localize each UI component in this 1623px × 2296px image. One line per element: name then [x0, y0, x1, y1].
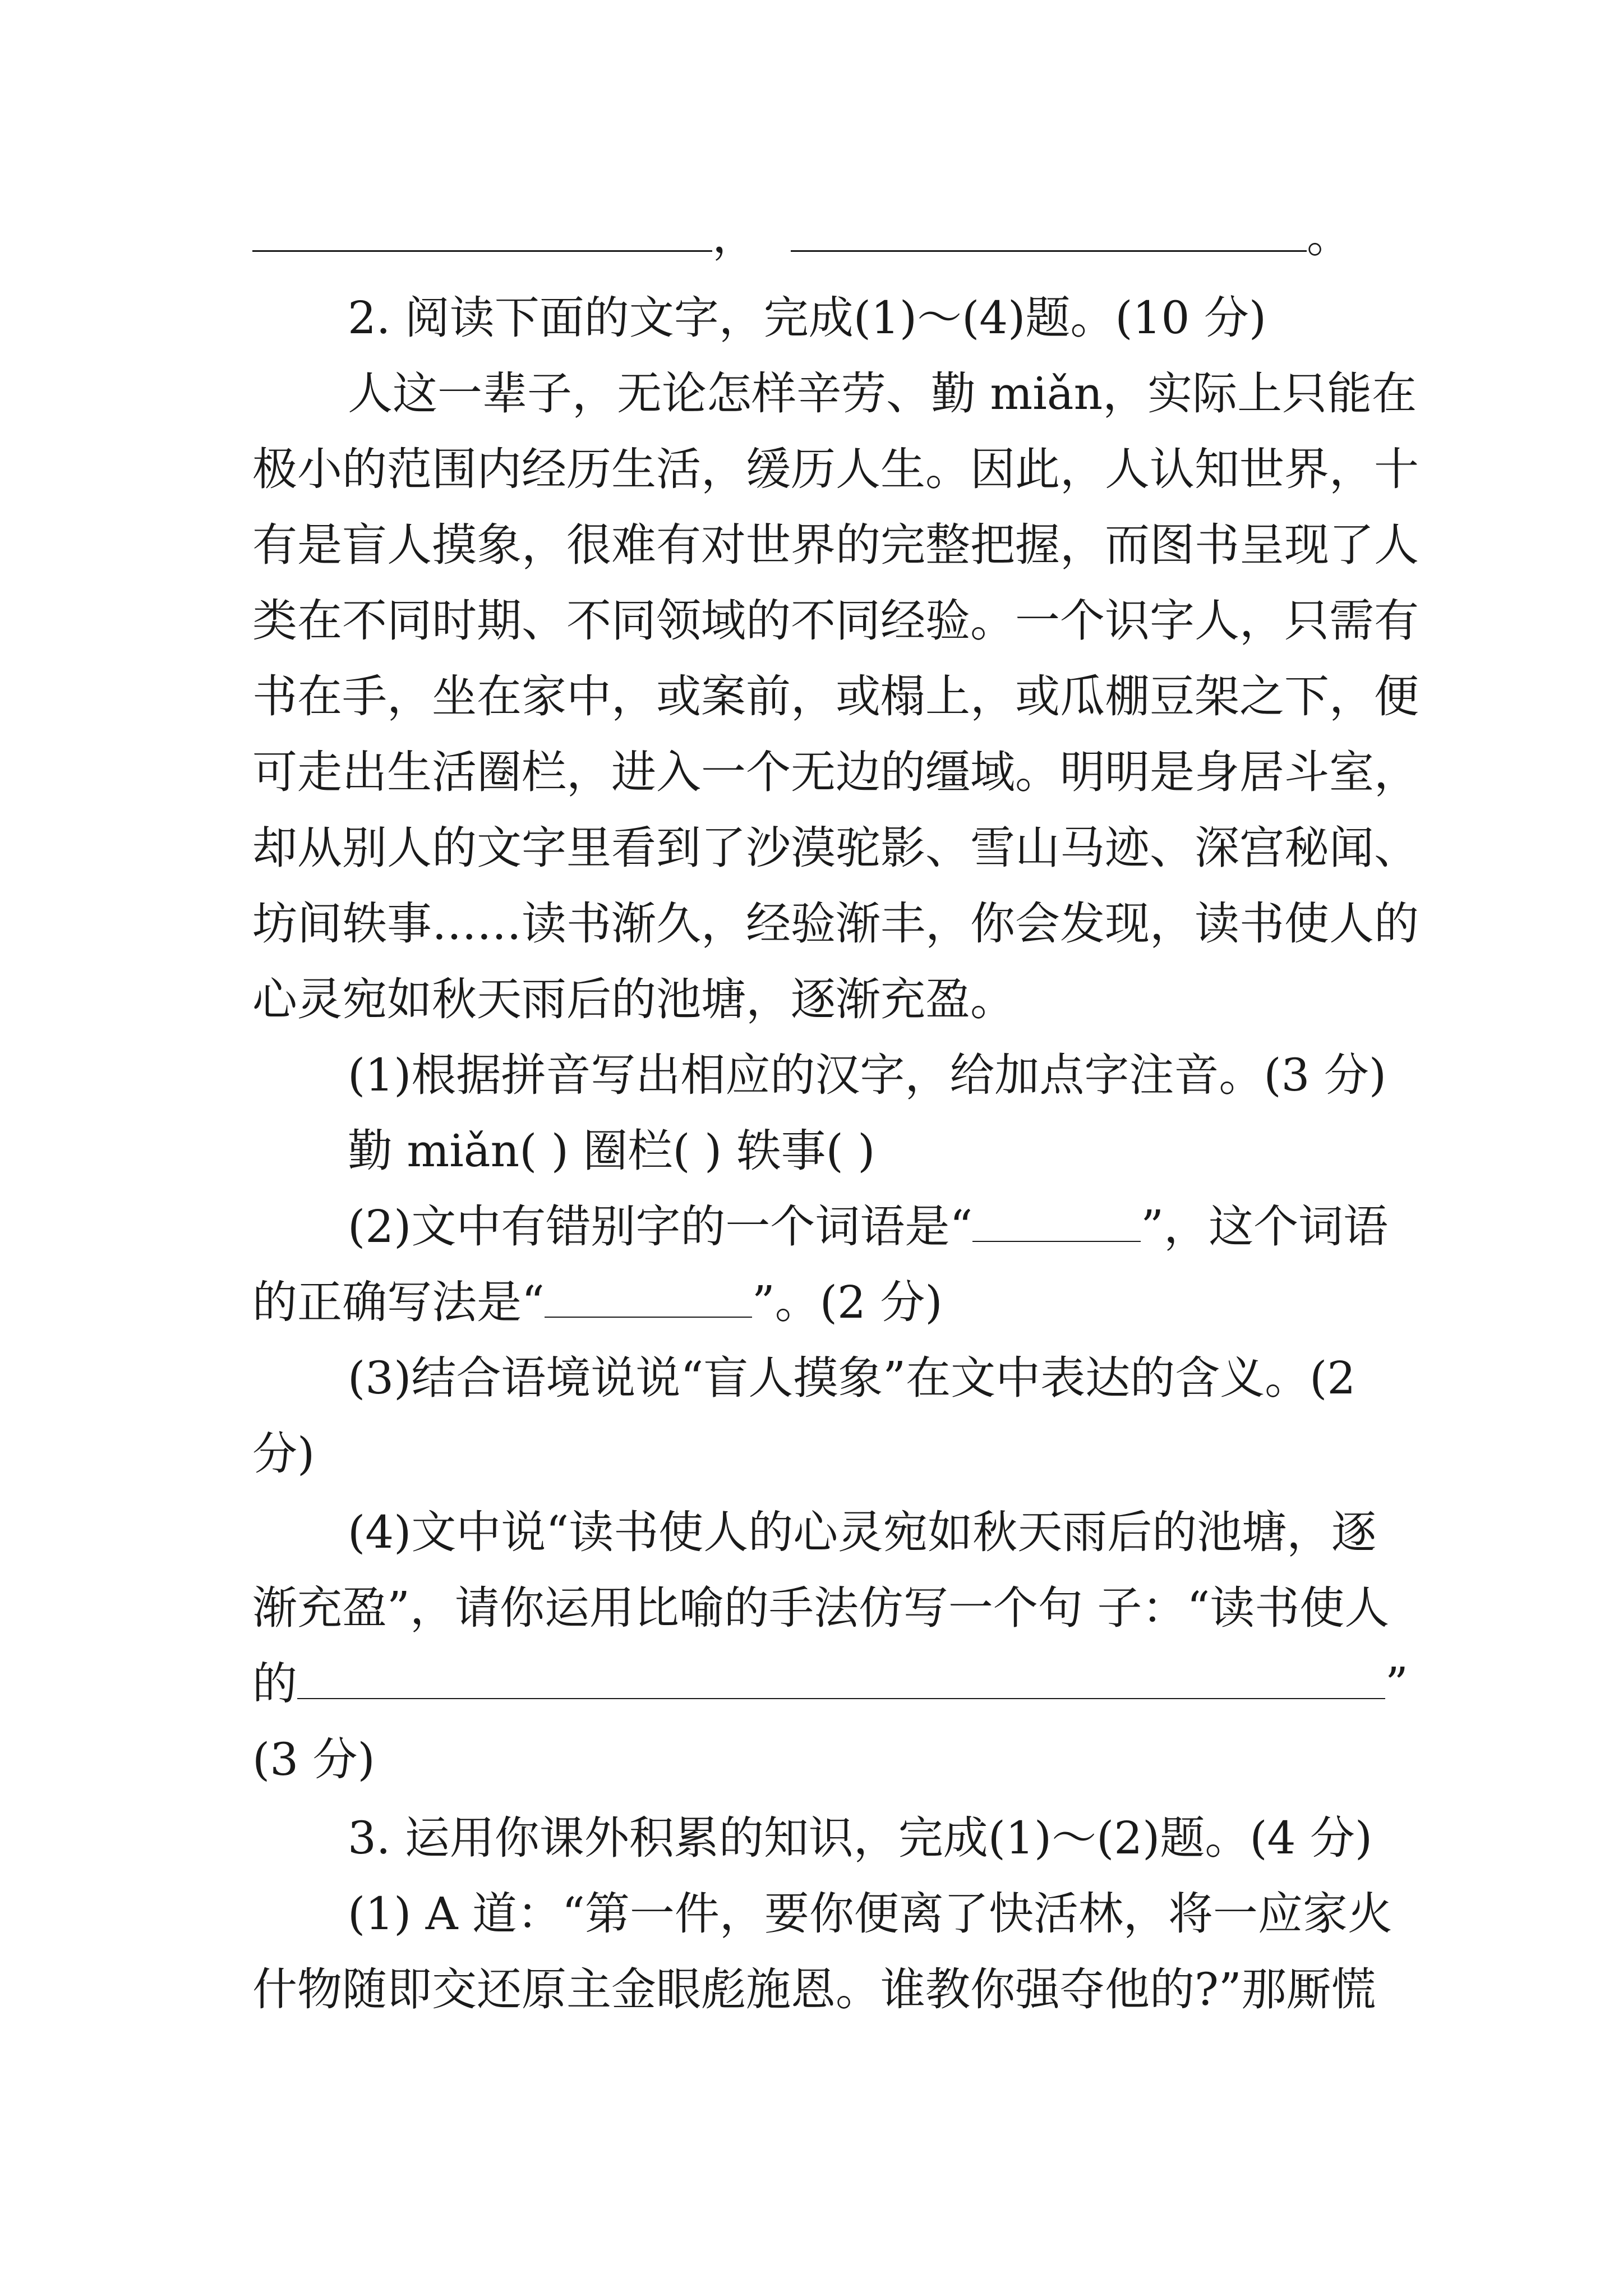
- q2-sub2-prompt-end: ”，这个词语: [1141, 1200, 1389, 1253]
- q2-sub4-line3: [252, 1655, 1623, 1713]
- q2-sub4-de: 的: [252, 1658, 297, 1710]
- q2-sub4-score: (3 分): [252, 1733, 375, 1786]
- q3-sub1-line2: 什物随即交还原主金眼彪施恩。谁教你强夺他的?”那厮慌: [252, 1963, 1376, 2016]
- answer-line: [252, 208, 1623, 266]
- passage-line: 心灵宛如秋天雨后的池塘，逐渐充盈。: [252, 973, 1015, 1025]
- answer-period: 。: [1307, 210, 1352, 263]
- wrong-word-blank[interactable]: [972, 1241, 1141, 1242]
- q2-sub4-close-quote: ”: [1385, 1658, 1408, 1710]
- imitation-sentence-blank[interactable]: [297, 1698, 1385, 1699]
- q2-header: 2. 阅读下面的文字，完成(1)～(4)题。(10 分): [348, 292, 1267, 344]
- q2-sub4-line1: (4)文中说“读书使人的心灵宛如秋天雨后的池塘，逐: [348, 1506, 1377, 1558]
- correct-word-blank[interactable]: [545, 1317, 752, 1318]
- answer-comma: ，: [712, 210, 757, 263]
- answer-blank-2[interactable]: [791, 250, 1307, 252]
- q2-sub2-score: ”。(2 分): [751, 1276, 943, 1328]
- passage-line: 书在手，坐在家中，或案前，或榻上，或瓜棚豆架之下，便: [252, 670, 1419, 723]
- q2-sub2-correct-prompt: 的正确写法是“: [252, 1276, 545, 1328]
- passage-line: 极小的范围内经历生活，缓历人生。因此，人认知世界，十: [252, 443, 1419, 495]
- passage-line: 却从别人的文字里看到了沙漠驼影、雪山马迹、深宫秘闻、: [252, 822, 1419, 874]
- q2-sub1-items: 勤 miǎn( ) 圈栏( ) 轶事( ): [348, 1125, 875, 1177]
- q2-sub1: (1)根据拼音写出相应的汉字，给加点字注音。(3 分): [348, 1049, 1387, 1101]
- passage-line: 可走出生活圈栏，进入一个无边的缰域。明明是身居斗室，: [252, 746, 1419, 798]
- q2-sub3-line1: (3)结合语境说说“盲人摸象”在文中表达的含义。(2: [348, 1352, 1356, 1404]
- passage-line: 类在不同时期、不同领域的不同经验。一个识字人，只需有: [252, 595, 1419, 647]
- q2-sub4-line2: 渐充盈”，请你运用比喻的手法仿写一个句 子：“读书使人: [252, 1582, 1390, 1634]
- answer-blank-1[interactable]: [252, 250, 712, 252]
- q3-sub1-line1: (1) A 道：“第一件，要你便离了快活林，将一应家火: [348, 1888, 1393, 1940]
- q3-header: 3. 运用你课外积累的知识，完成(1)～(2)题。(4 分): [348, 1812, 1373, 1864]
- q2-sub3-line2: 分): [252, 1428, 315, 1480]
- q2-sub2-prompt: (2)文中有错别字的一个词语是“: [348, 1200, 973, 1253]
- passage-line: 有是盲人摸象，很难有对世界的完整把握，而图书呈现了人: [252, 519, 1419, 571]
- q2-sub2-line2: [252, 1273, 1623, 1332]
- q2-sub2-line1: [348, 1198, 1623, 1256]
- passage-line: 人这一辈子，无论怎样辛劳、勤 miǎn，实际上只能在: [348, 367, 1417, 420]
- passage-line: 坊间轶事……读书渐久，经验渐丰，你会发现，读书使人的: [252, 898, 1419, 950]
